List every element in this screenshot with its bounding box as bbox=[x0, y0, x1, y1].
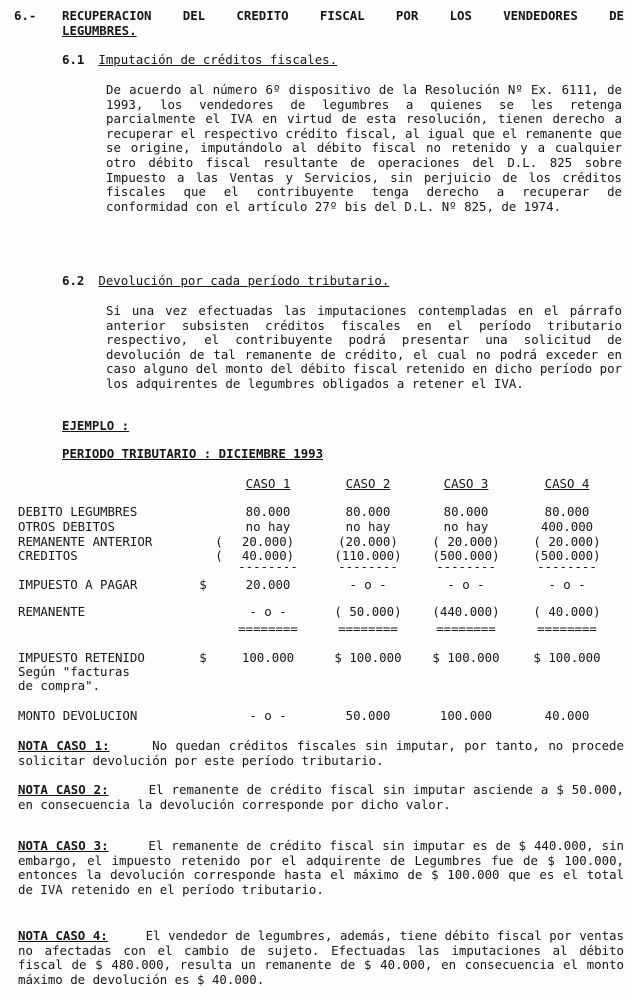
cell: 100.000 bbox=[241, 650, 295, 665]
section-number: 6.- bbox=[14, 8, 37, 23]
note-caso-1 bbox=[18, 739, 624, 768]
paragraph-text: De acuerdo al número 6º dispositivo de la Resolución Nº Ex. 6111, de 1993, los vendedores de legumbres a quienes se les retenga parcialmente el IVA en virtud de esta resolución, tienen derecho a recuperar el respectivo crédito fiscal, al igual que el remanente que se origine, imputándolo al débito fiscal no retenido y a cualquier otro débito fiscal resultante de operaciones del D.L. 825 sobre Impuesto a las Ventas y Servicios, sin perjuicio de los créditos fiscales que el contribuyente tenga derecho a recuperar de conformidad con el artículo 27º bis del D.L. Nº 825, de 1974. bbox=[106, 82, 622, 214]
currency-sign: $ bbox=[199, 577, 207, 592]
cell: 20.000) bbox=[241, 534, 295, 549]
cell: 80.000 bbox=[443, 504, 489, 519]
subsection-6-1-heading bbox=[62, 53, 337, 68]
table-row bbox=[18, 605, 624, 620]
period-label: PERIODO TRIBUTARIO : DICIEMBRE 1993 bbox=[62, 446, 324, 461]
cell: 80.000 bbox=[245, 504, 291, 519]
rule-single: -------- bbox=[338, 559, 398, 574]
cell: - o - bbox=[249, 604, 287, 619]
rule-single: -------- bbox=[537, 559, 597, 574]
row-label: DEBITO LEGUMBRES bbox=[18, 504, 138, 519]
note-label: NOTA CASO 3: bbox=[18, 838, 109, 853]
section-title-line2: LEGUMBRES. bbox=[62, 23, 137, 38]
table-row-continuation bbox=[18, 665, 624, 680]
table-row bbox=[18, 505, 624, 520]
rule-single: -------- bbox=[238, 559, 298, 574]
cell: $ 100.000 bbox=[432, 650, 500, 665]
header-caso-3: CASO 3 bbox=[443, 476, 489, 491]
cell: 100.000 bbox=[439, 708, 493, 723]
paragraph-text: Si una vez efectuadas las imputaciones contempladas en el párrafo anterior subsisten créditos fiscales en el período tributario respectivo, el contribuyente podrá presentar una solicitud de devolución de tal remanente de crédito, el cual no podrá exceder en caso alguno del monto del débito fiscal retenido en dicho período por los adquirentes de legumbres obligados a retener el IVA. bbox=[106, 303, 622, 391]
cell: (500.000) bbox=[533, 548, 601, 563]
header-caso-2: CASO 2 bbox=[345, 476, 391, 491]
cell: - o - bbox=[548, 577, 586, 592]
note-caso-3 bbox=[18, 839, 624, 897]
row-label: MONTO DEVOLUCION bbox=[18, 708, 138, 723]
example-label: EJEMPLO : bbox=[62, 418, 130, 433]
subsection-number: 6.2 bbox=[62, 273, 85, 288]
open-paren: ( bbox=[215, 548, 223, 563]
cell: $ 100.000 bbox=[334, 650, 402, 665]
rule-double: ======== bbox=[537, 621, 597, 636]
section-title-line1: RECUPERACION DEL CREDITO FISCAL POR LOS VENDEDORES DE bbox=[62, 8, 624, 23]
cell: 20.000 bbox=[245, 577, 291, 592]
row-label: CREDITOS bbox=[18, 548, 78, 563]
table-row bbox=[18, 520, 624, 535]
subsection-6-2-heading bbox=[62, 274, 389, 289]
cell: 80.000 bbox=[345, 504, 391, 519]
cell: ( 40.000) bbox=[533, 604, 601, 619]
subsection-6-1-paragraph bbox=[106, 83, 622, 214]
note-label: NOTA CASO 1: bbox=[18, 738, 110, 753]
cell: no hay bbox=[443, 519, 489, 534]
row-label: Según "facturas bbox=[18, 664, 130, 679]
cell: ( 20.000) bbox=[432, 534, 500, 549]
cell: 400.000 bbox=[540, 519, 594, 534]
note-text: No quedan créditos fiscales sin imputar, por tanto, no procede solicitar devolución por este período tributario. bbox=[18, 738, 624, 768]
cell: $ 100.000 bbox=[533, 650, 601, 665]
note-caso-4 bbox=[18, 929, 624, 987]
cell: (20.000) bbox=[338, 534, 398, 549]
cell: 50.000 bbox=[345, 708, 391, 723]
row-label: REMANENTE bbox=[18, 604, 86, 619]
cell: ( 20.000) bbox=[533, 534, 601, 549]
row-label: IMPUESTO A PAGAR bbox=[18, 577, 138, 592]
row-label: OTROS DEBITOS bbox=[18, 519, 115, 534]
note-text: El vendedor de legumbres, además, tiene débito fiscal por ventas no afectadas con el cambio de sujeto. Efectuadas las imputaciones al débito fiscal de $ 480.000, resulta un remanente de $ 40.000, en consecuencia el monto máximo de devolución es $ 40.000. bbox=[18, 928, 624, 987]
note-text: El remanente de crédito fiscal sin imputar asciende a $ 50.000, en consecuencia la devolución corresponde por dicho valor. bbox=[18, 782, 624, 812]
subsection-6-2-paragraph bbox=[106, 304, 622, 392]
row-label: IMPUESTO RETENIDO bbox=[18, 650, 145, 665]
currency-sign: $ bbox=[199, 650, 207, 665]
cell: - o - bbox=[249, 708, 287, 723]
cell: no hay bbox=[245, 519, 291, 534]
cell: (440.000) bbox=[432, 604, 500, 619]
cell: (500.000) bbox=[432, 548, 500, 563]
cell: - o - bbox=[447, 577, 485, 592]
row-label: REMANENTE ANTERIOR bbox=[18, 534, 153, 549]
subsection-title: Devolución por cada período tributario. bbox=[98, 273, 390, 288]
cell: - o - bbox=[349, 577, 387, 592]
cell: ( 50.000) bbox=[334, 604, 402, 619]
rule-double: ======== bbox=[436, 621, 496, 636]
table-row-continuation bbox=[18, 679, 624, 694]
note-label: NOTA CASO 2: bbox=[18, 782, 109, 797]
row-label: de compra". bbox=[18, 678, 101, 693]
cell: 40.000 bbox=[544, 708, 590, 723]
rule-double: ======== bbox=[338, 621, 398, 636]
table-row bbox=[18, 709, 624, 724]
rule-single: -------- bbox=[436, 559, 496, 574]
subsection-number: 6.1 bbox=[62, 52, 85, 67]
cell: no hay bbox=[345, 519, 391, 534]
cell: 40.000) bbox=[241, 548, 295, 563]
cell: 80.000 bbox=[544, 504, 590, 519]
note-label: NOTA CASO 4: bbox=[18, 928, 108, 943]
cell: (110.000) bbox=[334, 548, 402, 563]
note-caso-2 bbox=[18, 783, 624, 812]
rule-double: ======== bbox=[238, 621, 298, 636]
rule-row bbox=[18, 560, 624, 575]
header-caso-1: CASO 1 bbox=[245, 476, 291, 491]
open-paren: ( bbox=[215, 534, 223, 549]
note-text: El remanente de crédito fiscal sin imputar es de $ 440.000, sin embargo, el impuesto retenido por el adquirente de Legumbres fue de $ 100.000, entonces la devolución corresponde hasta el máximo de $ 100.000 que es el total de IVA retenido en el período tributario. bbox=[18, 838, 624, 897]
table-row bbox=[18, 578, 624, 593]
rule-row bbox=[18, 622, 624, 637]
table-header-row bbox=[18, 477, 624, 492]
subsection-title: Imputación de créditos fiscales. bbox=[98, 52, 338, 67]
header-caso-4: CASO 4 bbox=[544, 476, 590, 491]
